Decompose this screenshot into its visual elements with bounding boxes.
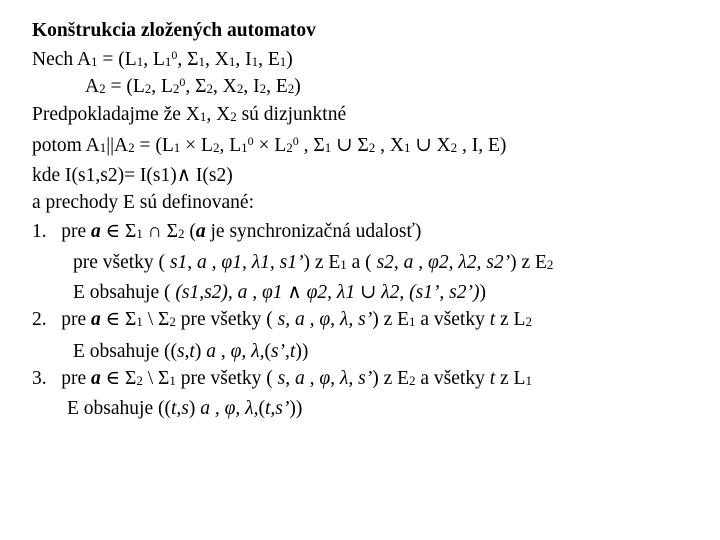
rule-3-condition: 3. pre a ∈ $\Sigma_2$ \ $\Sigma_1$ pre všetky ( s, a , φ, λ, s’) z $E_2$ a všetky t z $L_1$ [32, 368, 532, 389]
transitions-heading: a prechody E sú definované: [32, 192, 255, 213]
assumption-line: Predpokladajme že $X_1$, $X_2$ sú dizjunktné [32, 104, 347, 125]
automaton-a1-definition: Nech $A_1 = (L_1$, $L_1^0$, $\Sigma_1$, $X_1$, $I_1$, $E_1$) [32, 48, 293, 70]
rule-3-result: E obsahuje ((t,s) a , φ, λ,(t,s’)) [67, 398, 303, 419]
rule-1-result: E obsahuje ( (s1,s2), a , φ1 ∧ φ2, λ1 ∪ λ2, (s1’, s2’)) [73, 282, 487, 303]
rule-2-result: E obsahuje ((s,t) a , φ, λ,(s’,t)) [73, 341, 309, 362]
automaton-a2-definition: $A_2 = (L_2$, $L_2^0$, $\Sigma_2$, $X_2$, $I_2$, $E_2$) [85, 75, 301, 97]
slide-title: Konštrukcia zložených automatov [32, 20, 316, 41]
rule-2-condition: 2. pre a ∈ $\Sigma_1$ \ $\Sigma_2$ pre všetky ( s, a , φ, λ, s’) z $E_1$ a všetky t z $L_2$ [32, 309, 532, 330]
invariant-definition: kde I(s1,s2)= I(s1)∧ I(s2) [32, 165, 233, 186]
composition-definition: potom $A_1||A_2 = (L_1 \times L_2$, $L_1^0 \times L_2^0$ , $\Sigma_1$ ∪ $\Sigma_2$ , $X_1$ ∪ $X_2$ , I, E) [32, 134, 507, 156]
rule-1-transitions: pre všetky ( s1, a , φ1, λ1, s1’) z $E_1$ a ( s2, a , φ2, λ2, s2’) z $E_2$ [73, 252, 554, 273]
rule-1-condition: 1. pre a ∈ $\Sigma_1$ ∩ $\Sigma_2$ (a je synchronizačná udalosť) [32, 221, 422, 242]
